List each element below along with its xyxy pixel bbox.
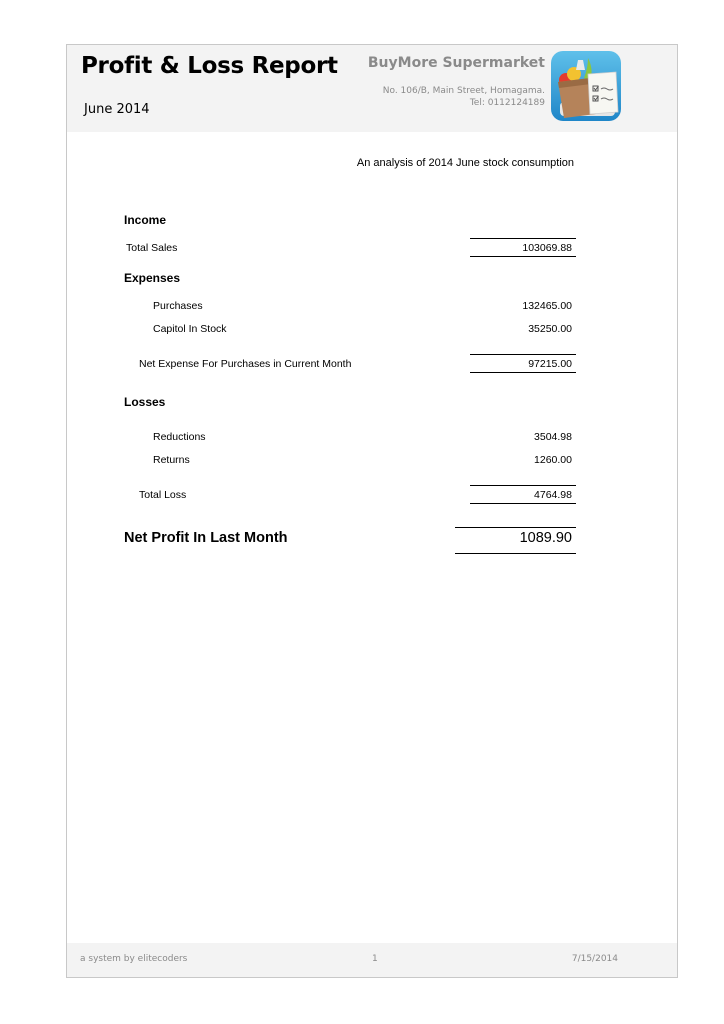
company-address [383, 85, 545, 109]
net-profit-bottom-rule [455, 553, 576, 554]
address-line: No. 106/B, Main Street, Homagama. [382, 86, 545, 96]
net-expense-bottom-rule [470, 372, 576, 373]
report-period: June 2014 [84, 102, 150, 117]
net-expense-label: Net Expense For Purchases in Current Month [139, 358, 352, 370]
footer-date: 7/15/2014 [571, 954, 618, 964]
returns-value: 1260.00 [534, 454, 572, 466]
net-profit-top-rule [455, 527, 576, 528]
total-loss-value: 4764.98 [534, 489, 572, 501]
income-heading: Income [124, 213, 167, 227]
report-page [66, 44, 678, 978]
telephone-line: Tel: 0112124189 [469, 98, 545, 108]
footer-credit: a system by elitecoders [80, 954, 188, 964]
purchases-value: 132465.00 [522, 300, 572, 312]
reductions-value: 3504.98 [534, 431, 572, 443]
report-title: Profit & Loss Report [81, 53, 338, 79]
report-header [67, 45, 677, 132]
net-profit-label: Net Profit In Last Month [124, 530, 288, 546]
analysis-caption: An analysis of 2014 June stock consumption [356, 157, 574, 169]
capital-in-stock-value: 35250.00 [528, 323, 572, 335]
net-expense-top-rule [470, 354, 576, 355]
net-profit-value: 1089.90 [519, 530, 572, 546]
total-sales-label: Total Sales [126, 242, 178, 254]
company-name: BuyMore Supermarket [367, 55, 545, 71]
report-footer [67, 943, 677, 977]
purchases-label: Purchases [153, 300, 203, 312]
grocery-bag-icon [550, 50, 622, 122]
reductions-label: Reductions [153, 431, 206, 443]
capital-in-stock-label: Capitol In Stock [153, 323, 227, 335]
returns-label: Returns [153, 454, 190, 466]
total-loss-top-rule [470, 485, 576, 486]
total-loss-bottom-rule [470, 503, 576, 504]
page-number: 1 [372, 954, 378, 964]
total-sales-top-rule [470, 238, 576, 239]
expenses-heading: Expenses [124, 271, 181, 285]
total-loss-label: Total Loss [139, 489, 187, 501]
losses-heading: Losses [124, 395, 166, 409]
total-sales-bottom-rule [470, 256, 576, 257]
total-sales-value: 103069.88 [522, 242, 572, 254]
net-expense-value: 97215.00 [528, 358, 572, 370]
